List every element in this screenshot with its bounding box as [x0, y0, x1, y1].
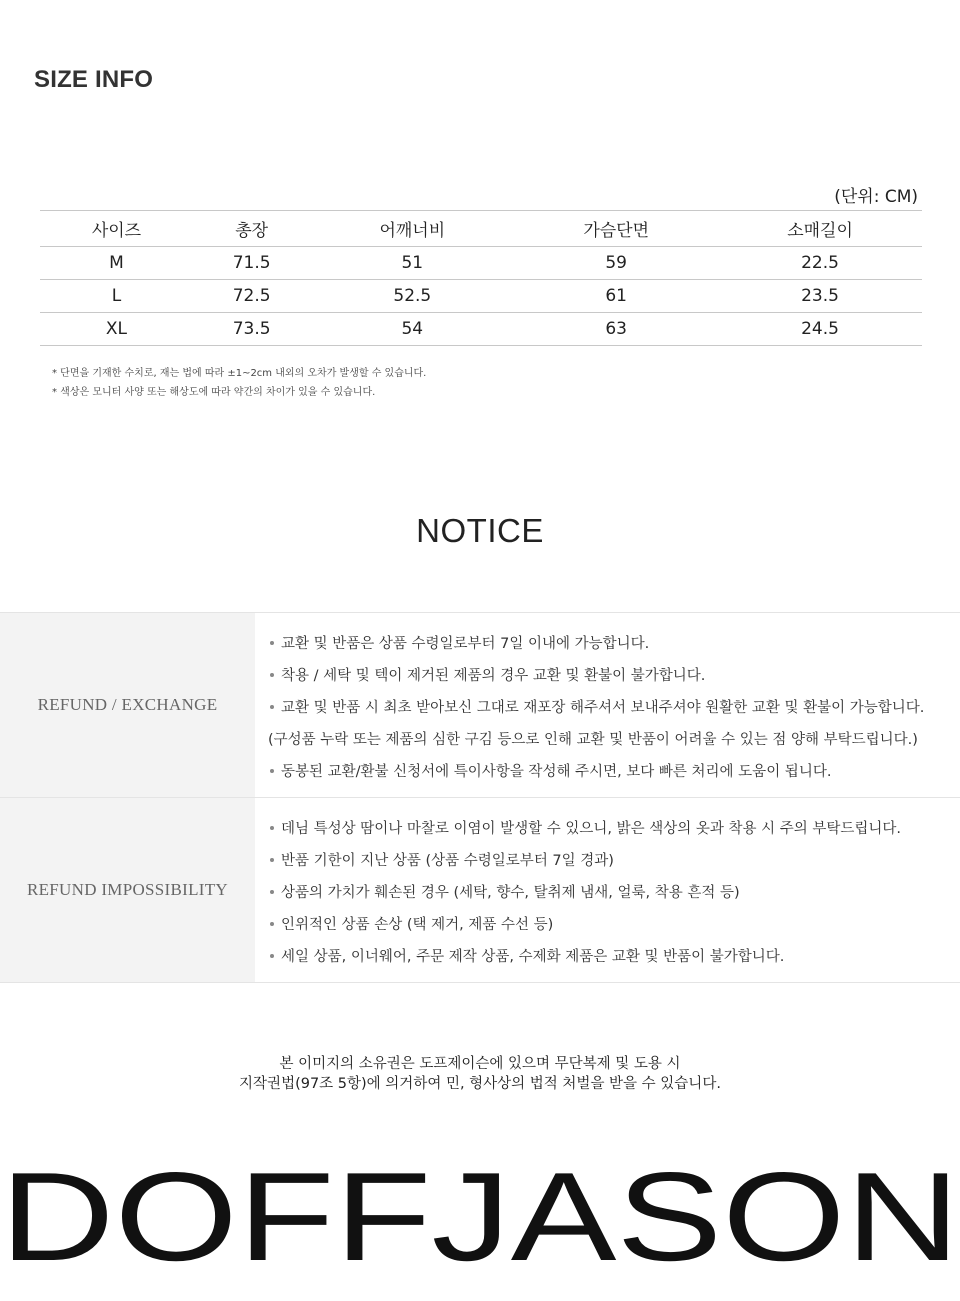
list-item [270, 813, 960, 845]
list-item [270, 941, 960, 973]
bullet-icon [270, 858, 274, 862]
bullet-icon [270, 922, 274, 926]
notice-section-label: REFUND IMPOSSIBILITY [0, 798, 255, 982]
notice-section-refund-impossibility [0, 798, 960, 983]
size-table [40, 210, 922, 346]
unit-label: (단위: CM) [834, 187, 918, 207]
copyright-line: 지작권법(97조 5항)에 의거하여 민, 형사상의 법적 처벌을 받을 수 있습니다. [239, 1076, 721, 1092]
notice-list [255, 798, 960, 982]
table-cell: 59 [605, 253, 627, 273]
column-header: 사이즈 [91, 221, 142, 241]
list-item-text: 세일 상품, 이너웨어, 주문 제작 상품, 수제화 제품은 교환 및 반품이 불가합니다. [281, 949, 785, 965]
list-item [270, 692, 960, 724]
list-item [270, 845, 960, 877]
list-item-text: (구성품 누락 또는 제품의 심한 구김 등으로 인해 교환 및 반품이 어려울 수 있는 점 양해 부탁드립니다.) [268, 732, 918, 748]
list-item-text: 데님 특성상 땀이나 마찰로 이염이 발생할 수 있으니, 밝은 색상의 옷과 착용 시 주의 부탁드립니다. [281, 821, 902, 837]
brand-logo-text: DOFFJASON [0, 1160, 960, 1270]
table-cell: 63 [605, 319, 627, 339]
table-cell: 73.5 [232, 319, 271, 339]
size-info-title: SIZE INFO [34, 66, 154, 93]
bullet-icon [270, 705, 274, 709]
table-cell: 71.5 [232, 253, 271, 273]
notice-table [0, 612, 960, 983]
table-cell: 52.5 [393, 286, 432, 306]
copyright-line: 본 이미지의 소유권은 도프제이슨에 있으며 무단복제 및 도용 시 [279, 1056, 681, 1072]
table-cell: L [111, 286, 122, 306]
list-item [268, 724, 960, 756]
bullet-icon [270, 826, 274, 830]
bullet-icon [270, 890, 274, 894]
table-cell: 51 [401, 253, 424, 273]
list-item [270, 909, 960, 941]
list-item [270, 756, 960, 788]
table-cell: 54 [401, 319, 424, 339]
list-item [270, 877, 960, 909]
bullet-icon [270, 769, 274, 773]
table-cell: 24.5 [801, 319, 839, 339]
size-table-header [40, 211, 922, 247]
table-cell: 22.5 [801, 253, 839, 273]
list-item-text: 반품 기한이 지난 상품 (상품 수령일로부터 7일 경과) [281, 853, 614, 869]
table-cell: M [109, 253, 124, 273]
table-cell: 61 [605, 286, 627, 306]
size-notes [52, 364, 426, 402]
table-row [40, 313, 922, 346]
size-note: * 단면을 기재한 수치로, 재는 법에 따라 ±1~2cm 내외의 오차가 발생할 수 있습니다. [52, 368, 427, 379]
list-item-text: 동봉된 교환/환불 신청서에 특이사항을 작성해 주시면, 보다 빠른 처리에 도움이 됩니다. [281, 764, 832, 780]
column-header: 총장 [235, 221, 269, 241]
column-header: 어깨너비 [379, 221, 446, 241]
bullet-icon [270, 641, 274, 645]
list-item-text: 교환 및 반품 시 최초 받아보신 그대로 재포장 해주셔서 보내주셔야 원활한 교환 및 환불이 가능합니다. [281, 700, 925, 716]
list-item-text: 상품의 가치가 훼손된 경우 (세탁, 향수, 탈취제 냄새, 얼룩, 착용 흔적 등) [281, 885, 740, 901]
table-cell: 72.5 [232, 286, 271, 306]
list-item-text: 교환 및 반품은 상품 수령일로부터 7일 이내에 가능합니다. [281, 636, 650, 652]
table-row [40, 280, 922, 313]
brand-logo [0, 1160, 960, 1270]
list-item [270, 628, 960, 660]
notice-section-refund-exchange [0, 613, 960, 798]
list-item-text: 인위적인 상품 손상 (택 제거, 제품 수선 등) [281, 917, 554, 933]
list-item-text: 착용 / 세탁 및 텍이 제거된 제품의 경우 교환 및 환불이 불가합니다. [281, 668, 706, 684]
list-item [270, 660, 960, 692]
column-header: 가슴단면 [583, 221, 650, 241]
bullet-icon [270, 954, 274, 958]
table-cell: 23.5 [801, 286, 839, 306]
table-cell: XL [105, 319, 128, 339]
bullet-icon [270, 673, 274, 677]
notice-section-label: REFUND / EXCHANGE [0, 613, 255, 797]
notice-title: NOTICE [416, 512, 544, 549]
copyright-notice [0, 1054, 960, 1094]
column-header: 소매길이 [787, 221, 853, 241]
notice-list [255, 613, 960, 797]
size-note: * 색상은 모니터 사양 또는 해상도에 따라 약간의 차이가 있을 수 있습니다. [52, 387, 376, 398]
table-row [40, 247, 922, 280]
